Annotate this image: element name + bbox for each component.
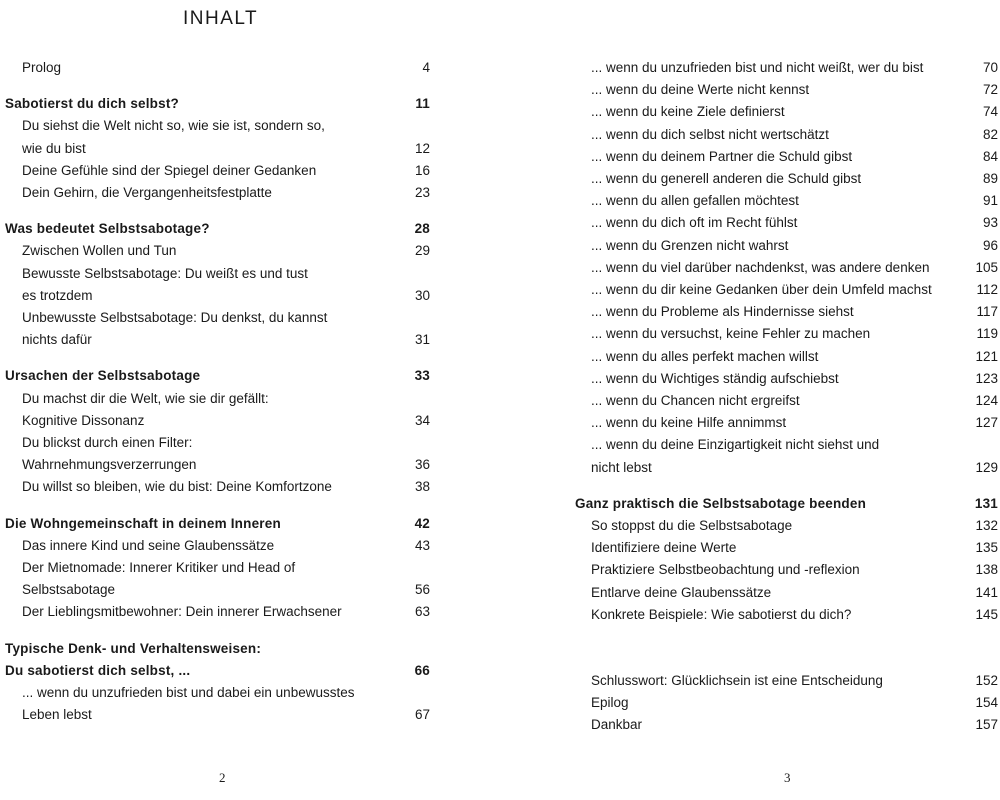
toc-entry[interactable] (575, 670, 1000, 692)
toc-entry-page: 117 (976, 304, 998, 320)
toc-entry[interactable] (575, 582, 1000, 604)
toc-entry[interactable] (575, 79, 1000, 101)
toc-entry-title: wie du bist (22, 140, 86, 156)
toc-entry-page: 4 (422, 60, 430, 75)
toc-entry[interactable] (575, 515, 1000, 537)
toc-entry-title: Dein Gehirn, die Vergangenheitsfestplatte (22, 185, 272, 201)
toc-spacer (575, 479, 1000, 493)
toc-entry-title: nichts dafür (22, 332, 92, 348)
toc-entry[interactable] (0, 704, 440, 726)
toc-entry-page: 23 (414, 185, 430, 201)
left-toc-list (0, 57, 440, 726)
toc-spacer (575, 626, 1000, 670)
toc-entry-page: 96 (982, 237, 998, 253)
toc-spacer (0, 624, 440, 638)
toc-entry-page: 131 (974, 495, 998, 511)
toc-entry-page: 93 (982, 215, 998, 231)
toc-entry-page: 72 (982, 82, 998, 98)
toc-entry-title: ... wenn du viel darüber nachdenkst, was andere denken (591, 259, 930, 275)
toc-entry-page: 121 (975, 348, 998, 364)
toc-chapter[interactable] (0, 513, 440, 535)
toc-entry-title: ... wenn du unzufrieden bist und nicht weißt, wer du bist (591, 60, 924, 75)
toc-entry-title: es trotzdem (22, 287, 93, 303)
toc-chapter[interactable] (0, 638, 440, 660)
toc-entry-title: Deine Gefühle sind der Spiegel deiner Gedanken (22, 162, 317, 178)
toc-entry[interactable] (0, 388, 440, 410)
toc-entry[interactable] (575, 235, 1000, 257)
toc-entry-title: Ursachen der Selbstsabotage (5, 368, 201, 384)
toc-entry[interactable] (0, 240, 440, 262)
toc-spacer (0, 204, 440, 218)
toc-entry-title: ... wenn du Chancen nicht ergreifst (591, 393, 800, 409)
toc-entry-title: Entlarve deine Glaubenssätze (591, 584, 772, 600)
toc-entry-page: 129 (975, 459, 998, 475)
toc-entry-title: Praktiziere Selbstbeobachtung und -reflexion (591, 562, 860, 578)
toc-entry-page: 112 (976, 282, 998, 298)
toc-entry[interactable] (575, 457, 1000, 479)
right-toc-list (575, 57, 1000, 737)
toc-entry-title: Identifiziere deine Werte (591, 540, 737, 556)
toc-entry-title: ... wenn du deine Werte nicht kennst (591, 82, 810, 98)
toc-entry-title: Der Lieblingsmitbewohner: Dein innerer Erwachsener (22, 604, 342, 620)
toc-entry-title: ... wenn du allen gefallen möchtest (591, 193, 799, 209)
toc-entry[interactable] (0, 285, 440, 307)
toc-entry-page: 36 (414, 457, 430, 473)
toc-entry-title: Konkrete Beispiele: Wie sabotierst du dich? (591, 606, 852, 622)
toc-entry[interactable] (575, 434, 1000, 456)
toc-entry-title: Leben lebst (22, 707, 92, 723)
toc-entry[interactable] (575, 714, 1000, 736)
toc-entry-page: 135 (975, 540, 998, 556)
toc-entry-title: Typische Denk- und Verhaltensweisen: (5, 640, 262, 656)
toc-entry-title: Du siehst die Welt nicht so, wie sie ist, sondern so, (22, 118, 325, 134)
toc-entry-title: Kognitive Dissonanz (22, 412, 145, 428)
toc-entry[interactable] (575, 346, 1000, 368)
toc-entry-page: 154 (975, 695, 998, 711)
toc-entry-page: 67 (414, 707, 430, 723)
toc-entry-page: 56 (414, 582, 430, 598)
toc-chapter[interactable] (575, 493, 1000, 515)
toc-entry[interactable] (0, 182, 440, 204)
toc-entry-page: 70 (982, 60, 998, 75)
toc-entry-title: ... wenn du dir keine Gedanken über dein Umfeld machst (591, 282, 932, 298)
toc-entry-title: Zwischen Wollen und Tun (22, 243, 177, 259)
toc-entry-title: Was bedeutet Selbstsabotage? (5, 221, 210, 237)
toc-entry-title: So stoppst du die Selbstsabotage (591, 518, 793, 534)
toc-entry[interactable] (0, 410, 440, 432)
toc-entry-title: nicht lebst (591, 459, 652, 475)
toc-spacer (0, 79, 440, 93)
toc-entry-title: Du machst dir die Welt, wie sie dir gefällt: (22, 390, 269, 406)
toc-entry[interactable] (575, 57, 1000, 79)
toc-entry-page: 38 (414, 479, 430, 495)
toc-entry[interactable] (575, 692, 1000, 714)
right-page-number: 3 (784, 770, 791, 785)
toc-spacer (0, 351, 440, 365)
toc-entry-page: 82 (982, 126, 998, 142)
toc-entry[interactable] (0, 454, 440, 476)
toc-entry-page: 141 (975, 584, 998, 600)
toc-entry-title: Das innere Kind und seine Glaubenssätze (22, 537, 275, 553)
left-page-number: 2 (219, 770, 226, 785)
toc-entry[interactable] (575, 257, 1000, 279)
toc-entry-page: 29 (414, 243, 430, 259)
toc-entry[interactable] (575, 212, 1000, 234)
toc-entry-title: Ganz praktisch die Selbstsabotage beenden (575, 495, 867, 511)
toc-entry-page: 28 (414, 221, 430, 237)
toc-entry[interactable] (0, 601, 440, 623)
toc-entry-page: 84 (982, 148, 998, 164)
toc-entry[interactable] (575, 559, 1000, 581)
toc-entry-title: Selbstsabotage (22, 582, 116, 598)
toc-entry-page: 145 (975, 606, 998, 622)
toc-entry-page: 74 (982, 104, 998, 120)
toc-entry[interactable] (0, 557, 440, 579)
toc-entry-page: 33 (414, 368, 430, 384)
toc-entry[interactable] (0, 535, 440, 557)
toc-chapter[interactable] (0, 93, 440, 115)
toc-entry-title: Die Wohngemeinschaft in deinem Inneren (5, 515, 281, 531)
toc-entry-title: Sabotierst du dich selbst? (5, 96, 179, 112)
toc-entry[interactable] (0, 579, 440, 601)
toc-entry-title: ... wenn du deine Einzigartigkeit nicht siehst und (591, 437, 880, 453)
toc-entry[interactable] (575, 537, 1000, 559)
left-page (0, 0, 440, 800)
toc-entry-page: 157 (975, 717, 998, 733)
toc-entry-page: 66 (414, 662, 430, 678)
toc-entry-title: Der Mietnomade: Innerer Kritiker und Head of (22, 560, 296, 576)
toc-chapter[interactable] (0, 660, 440, 682)
toc-entry[interactable] (0, 307, 440, 329)
toc-entry[interactable] (575, 124, 1000, 146)
toc-entry-title: Prolog (22, 60, 62, 75)
toc-entry-page: 30 (414, 287, 430, 303)
toc-entry-title: ... wenn du dich selbst nicht wertschätzt (591, 126, 829, 142)
toc-entry-page: 138 (975, 562, 998, 578)
toc-entry-title: ... wenn du alles perfekt machen willst (591, 348, 819, 364)
toc-entry[interactable] (575, 412, 1000, 434)
toc-entry[interactable] (0, 476, 440, 498)
toc-entry[interactable] (0, 329, 440, 351)
toc-entry-title: ... wenn du generell anderen die Schuld gibst (591, 171, 862, 187)
toc-entry-title: ... wenn du keine Hilfe annimmst (591, 415, 787, 431)
right-page (575, 0, 1000, 800)
toc-title: INHALT (183, 8, 259, 29)
toc-entry-title: ... wenn du versuchst, keine Fehler zu machen (591, 326, 871, 342)
toc-entry-page: 127 (975, 415, 998, 431)
toc-entry-page: 16 (414, 162, 430, 178)
toc-entry-page: 43 (414, 537, 430, 553)
toc-entry-title: ... wenn du Wichtiges ständig aufschiebst (591, 370, 839, 386)
toc-entry[interactable] (0, 138, 440, 160)
toc-entry-page: 42 (414, 515, 430, 531)
toc-entry[interactable] (575, 390, 1000, 412)
toc-entry-title: ... wenn du Grenzen nicht wahrst (591, 237, 789, 253)
toc-entry[interactable] (575, 368, 1000, 390)
toc-entry[interactable] (575, 323, 1000, 345)
toc-entry[interactable] (575, 101, 1000, 123)
toc-chapter[interactable] (0, 365, 440, 387)
toc-entry[interactable] (0, 682, 440, 704)
toc-entry-title: Dankbar (591, 717, 643, 733)
toc-entry[interactable] (575, 190, 1000, 212)
toc-entry-page: 12 (414, 140, 430, 156)
toc-entry[interactable] (575, 604, 1000, 626)
toc-entry[interactable] (575, 168, 1000, 190)
toc-entry-title: ... wenn du unzufrieden bist und dabei ein unbewusstes (22, 685, 355, 701)
toc-entry[interactable] (575, 146, 1000, 168)
toc-entry[interactable] (0, 263, 440, 285)
toc-entry-page: 119 (976, 326, 998, 342)
toc-entry-title: Wahrnehmungsverzerrungen (22, 457, 197, 473)
toc-entry-page: 124 (975, 393, 998, 409)
toc-entry[interactable] (0, 160, 440, 182)
toc-entry[interactable] (575, 301, 1000, 323)
toc-entry-title: Bewusste Selbstsabotage: Du weißt es und tust (22, 265, 308, 281)
toc-entry-title: Du blickst durch einen Filter: (22, 435, 193, 451)
toc-entry-title: Du sabotierst dich selbst, ... (5, 662, 191, 678)
toc-entry-page: 31 (414, 332, 430, 348)
toc-entry[interactable] (575, 279, 1000, 301)
toc-chapter[interactable] (0, 218, 440, 240)
toc-entry-title: ... wenn du dich oft im Recht fühlst (591, 215, 798, 231)
toc-entry-page: 89 (982, 171, 998, 187)
toc-entry-page: 11 (415, 96, 430, 112)
toc-entry-page: 63 (414, 604, 430, 620)
toc-entry-page: 91 (982, 193, 998, 209)
toc-entry-title: Du willst so bleiben, wie du bist: Deine Komfortzone (22, 479, 332, 495)
toc-entry-page: 105 (975, 259, 998, 275)
toc-entry-title: Unbewusste Selbstsabotage: Du denkst, du kannst (22, 310, 328, 326)
toc-entry-title: ... wenn du Probleme als Hindernisse siehst (591, 304, 854, 320)
toc-spacer (0, 499, 440, 513)
toc-entry-page: 132 (975, 518, 998, 534)
toc-entry[interactable] (0, 115, 440, 137)
toc-entry-title: ... wenn du deinem Partner die Schuld gibst (591, 148, 853, 164)
toc-entry[interactable] (0, 432, 440, 454)
toc-entry-page: 34 (414, 412, 430, 428)
toc-entry-title: ... wenn du keine Ziele definierst (591, 104, 785, 120)
toc-entry-title: Epilog (591, 695, 629, 711)
toc-entry[interactable] (0, 57, 440, 79)
toc-entry-title: Schlusswort: Glücklichsein ist eine Entscheidung (591, 673, 883, 689)
toc-entry-page: 123 (975, 370, 998, 386)
toc-entry-page: 152 (975, 673, 998, 689)
